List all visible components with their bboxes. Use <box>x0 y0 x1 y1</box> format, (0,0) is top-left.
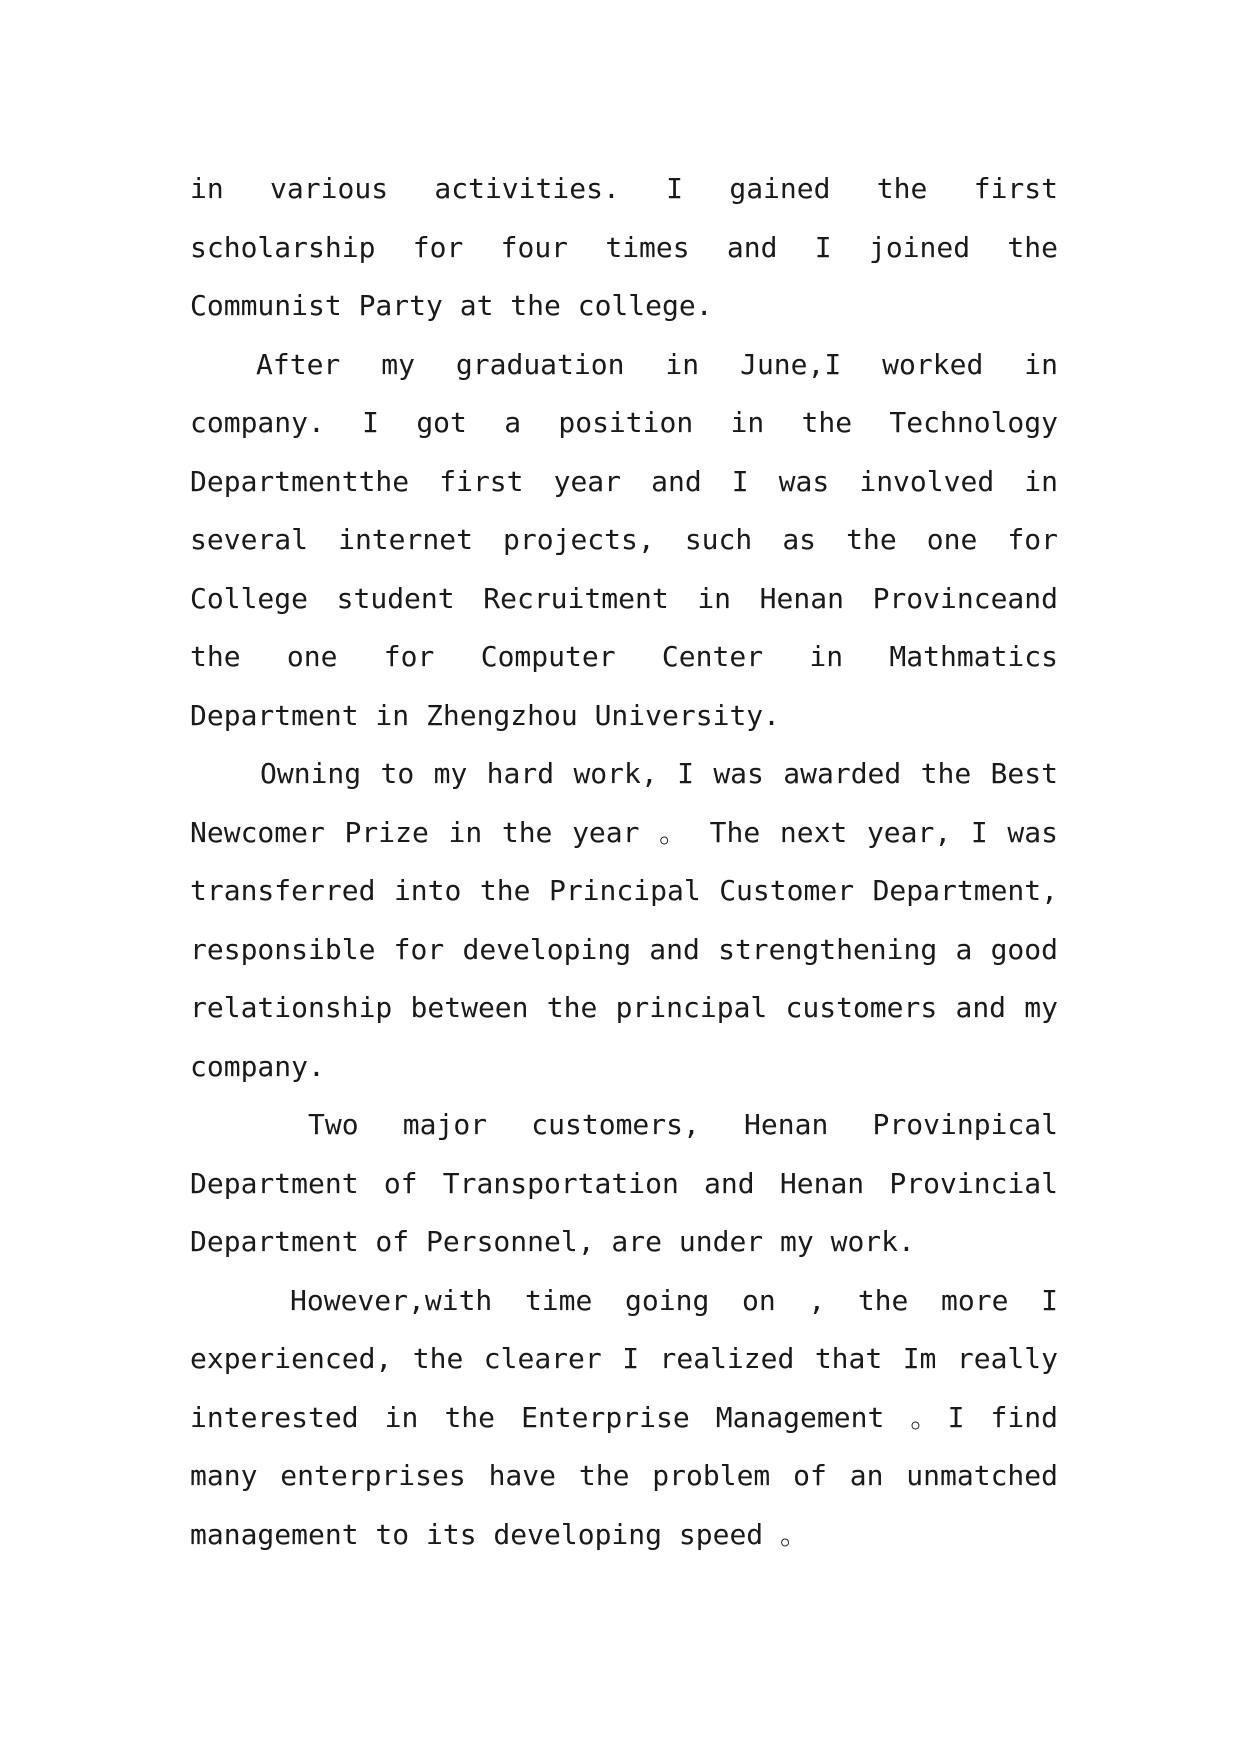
document-body <box>190 160 1058 1564</box>
paragraph-activities: in various activities. I gained the first scholarship for four times and I joined the Communist Party at the college. <box>190 172 1058 322</box>
paragraph-newcomer-prize: Owning to my hard work, I was awarded the Best Newcomer Prize in the year 。 The next year, I was transferred into the Principal Customer Department, responsible for developing and strengthening a good relationship between the principal customers and my company. <box>190 757 1058 1083</box>
paragraph-graduation: After my graduation in June,I worked in company. I got a position in the Technology Departmentthe first year and I was involved in several internet projects, such as the one for College student Recruitment in Henan Provinceand the one for Computer Center in Mathmatics Department in Zhengzhou University. <box>190 347 1058 732</box>
paragraph-major-customers: Two major customers, Henan Provinpical Department of Transportation and Henan Provincial Department of Personnel, are under my work. <box>190 1108 1058 1258</box>
paragraph-enterprise-management: However,with time going on , the more I experienced, the clearer I realized that Im really interested in the Enterprise Management 。I find many enterprises have the problem of an unmatched management to its developing speed 。 <box>190 1283 1058 1551</box>
